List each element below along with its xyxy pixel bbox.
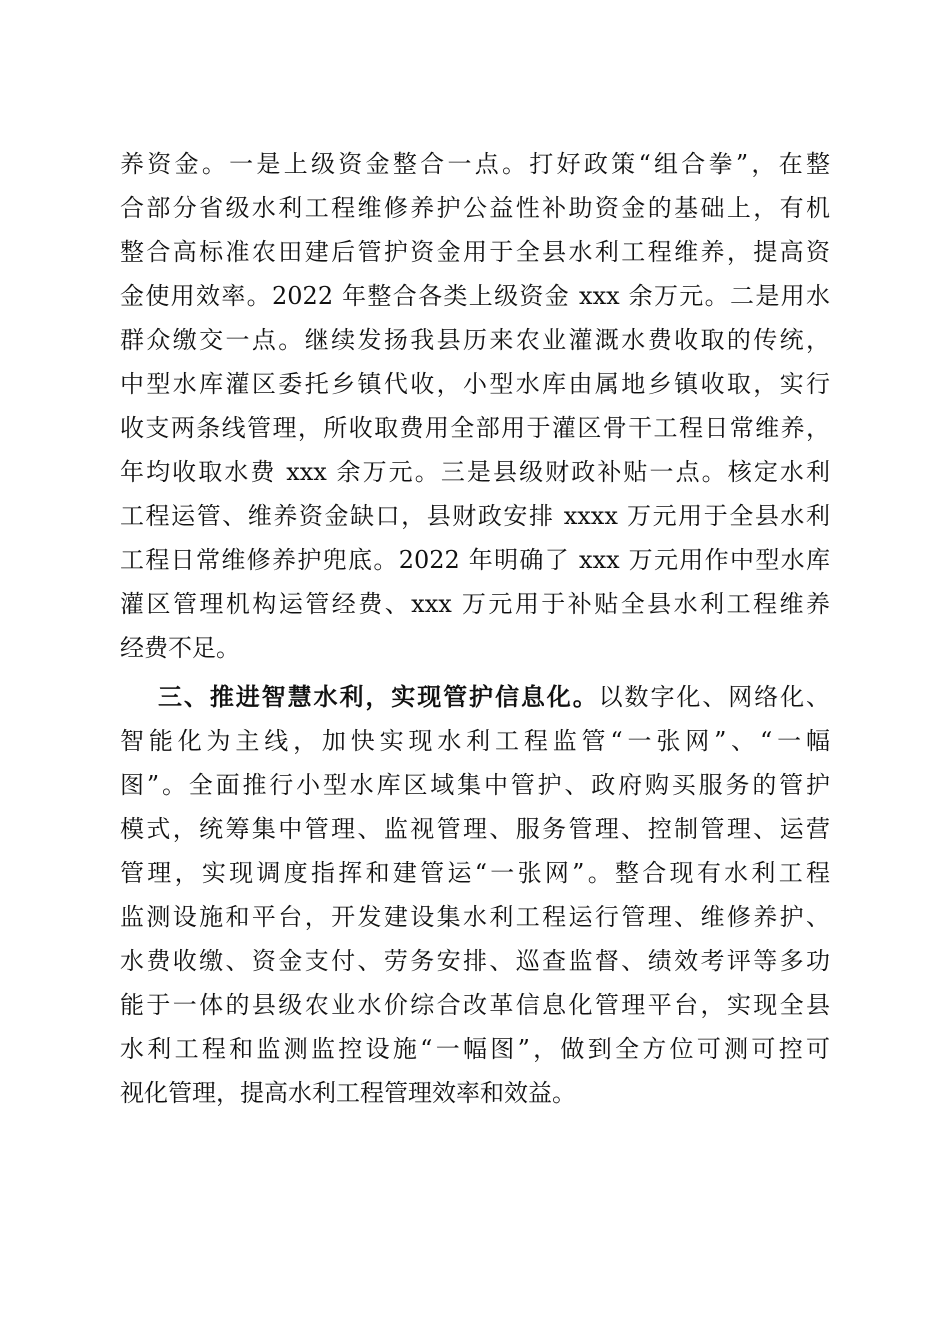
paragraph1-line-12: 经费不足。 bbox=[120, 634, 240, 662]
paragraph1-line-1: 养资金。一是上级资金整合一点。打好政策“组合拳”，在整 bbox=[120, 150, 830, 178]
paragraph1-line-9: 工程运管、维养资金缺口，县财政安排 xxxx 万元用于全县水利 bbox=[120, 502, 830, 530]
paragraph1-line-10: 工程日常维修养护兜底。2022 年明确了 xxx 万元用作中型水库 bbox=[120, 546, 830, 574]
paragraph2-first-line bbox=[158, 675, 830, 719]
paragraph2-line-3: 图”。全面推行小型水库区域集中管护、政府购买服务的管护 bbox=[120, 771, 830, 799]
paragraph2-line-5: 管理，实现调度指挥和建管运“一张网”。整合现有水利工程 bbox=[120, 859, 830, 887]
paragraph2-line-10: 视化管理，提高水利工程管理效率和效益。 bbox=[120, 1079, 576, 1107]
paragraph2-line-2: 智能化为主线，加快实现水利工程监管“一张网”、“一幅 bbox=[120, 727, 830, 755]
paragraph1-line-3: 整合高标准农田建后管护资金用于全县水利工程维养，提高资 bbox=[120, 238, 830, 266]
paragraph1-line-6: 中型水库灌区委托乡镇代收，小型水库由属地乡镇收取，实行 bbox=[120, 370, 830, 398]
paragraph1-line-7: 收支两条线管理，所收取费用全部用于灌区骨干工程日常维养， bbox=[120, 414, 830, 442]
paragraph2-line-8: 能于一体的县级农业水价综合改革信息化管理平台，实现全县 bbox=[120, 991, 830, 1019]
paragraph2-line-9: 水利工程和监测监控设施“一幅图”，做到全方位可测可控可 bbox=[120, 1035, 830, 1063]
paragraph1-line-5: 群众缴交一点。继续发扬我县历来农业灌溉水费收取的传统， bbox=[120, 326, 830, 354]
paragraph1-line-2: 合部分省级水利工程维修养护公益性补助资金的基础上，有机 bbox=[120, 194, 830, 222]
paragraph2-line-6: 监测设施和平台，开发建设集水利工程运行管理、维修养护、 bbox=[120, 903, 830, 931]
paragraph1-line-11: 灌区管理机构运管经费、xxx 万元用于补贴全县水利工程维养 bbox=[120, 590, 830, 618]
section-heading: 三、推进智慧水利，实现管护信息化。 bbox=[158, 683, 599, 711]
paragraph1-line-4: 金使用效率。2022 年整合各类上级资金 xxx 余万元。二是用水 bbox=[120, 282, 830, 310]
paragraph2-first-line-text: 以数字化、网络化、 bbox=[598, 683, 830, 711]
paragraph2-line-4: 模式，统筹集中管理、监视管理、服务管理、控制管理、运营 bbox=[120, 815, 830, 843]
paragraph1-line-8: 年均收取水费 xxx 余万元。三是县级财政补贴一点。核定水利 bbox=[120, 458, 830, 486]
paragraph2-line-7: 水费收缴、资金支付、劳务安排、巡查监督、绩效考评等多功 bbox=[120, 947, 830, 975]
